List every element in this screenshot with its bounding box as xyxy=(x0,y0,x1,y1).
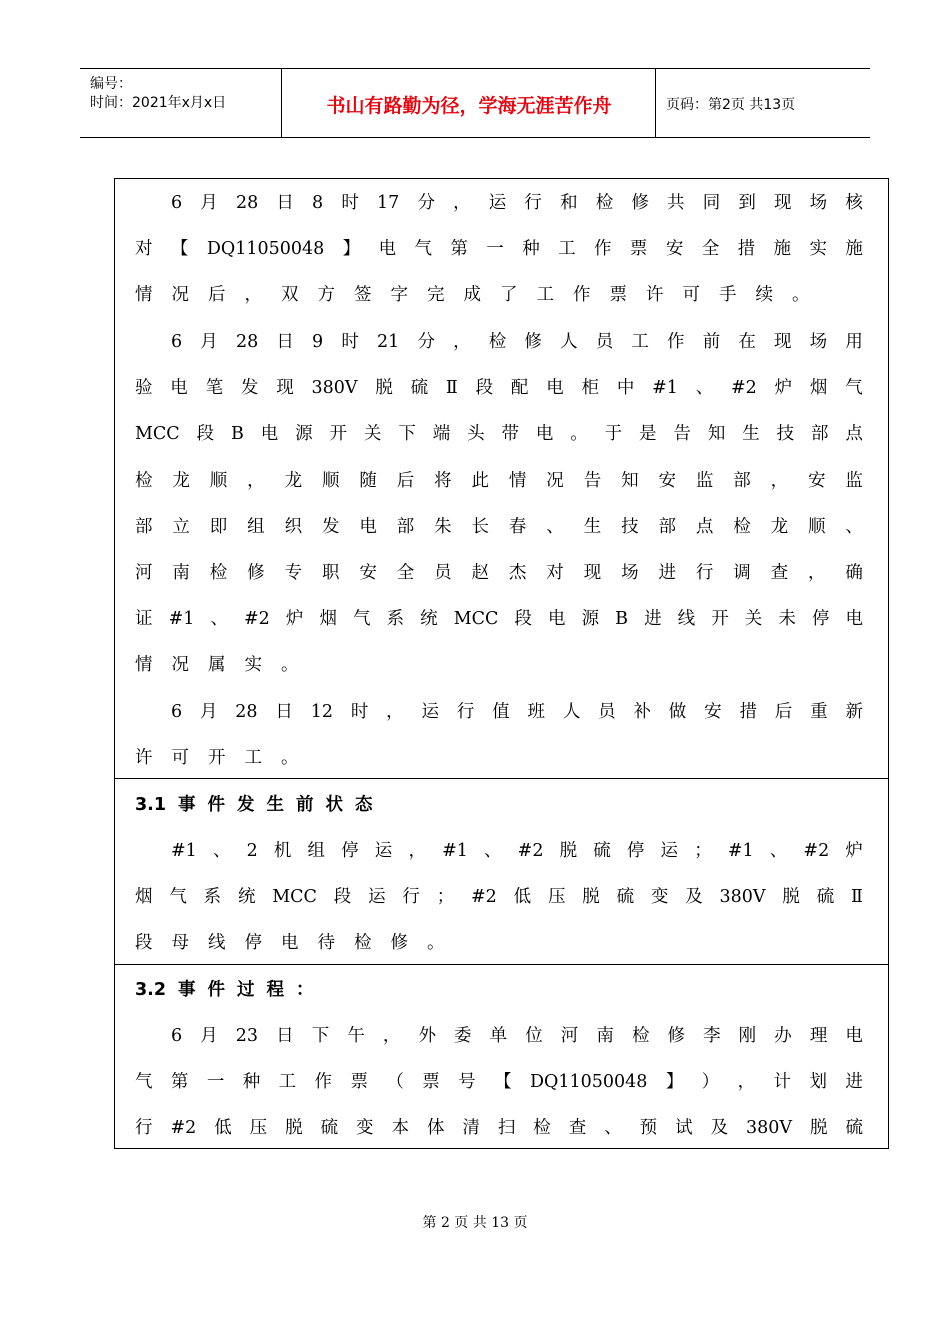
text-line: 许 可 开 工 。 xyxy=(135,748,299,769)
incident-report-table xyxy=(114,178,889,1149)
text-line: MCC 段 B 电 源 开 关 下 端 头 带 电 。 于 是 告 知 生 技 部 点 xyxy=(135,424,863,445)
row-divider xyxy=(115,778,888,779)
section-3-1-title: 3.1 事 件 发 生 前 状 态 xyxy=(135,795,373,815)
text-line: 行 #2 低 压 脱 硫 变 本 体 清 扫 检 查 、 预 试 及 380V 脱 硫 xyxy=(135,1118,863,1139)
page-header xyxy=(80,68,870,138)
header-motto: 书山有路勤为径，学海无涯苦作舟 xyxy=(326,95,612,117)
text-line: 6 月 28 日 12 时 ， 运 行 值 班 人 员 补 做 安 措 后 重 新 xyxy=(171,702,863,722)
text-line: 检 龙 顺 ， 龙 顺 随 后 将 此 情 况 告 知 安 监 部 ， 安 监 xyxy=(135,470,863,491)
text-line: 情 况 属 实 。 xyxy=(135,655,299,676)
text-line: 6 月 23 日 下 午 ， 外 委 单 位 河 南 检 修 李 刚 办 理 电 xyxy=(171,1026,863,1046)
section-3-2-title: 3.2 事 件 过 程 ： xyxy=(135,980,314,1000)
header-meta xyxy=(90,75,226,113)
text-line: 对 【 DQ11050048 】 电 气 第 一 种 工 作 票 安 全 措 施 实 施 xyxy=(135,239,863,260)
text-line: 验 电 笔 发 现 380V 脱 硫 Ⅱ 段 配 电 柜 中 #1 、 #2 炉 烟 气 xyxy=(135,378,863,399)
header-page-info: 页码：第2页 共13页 xyxy=(666,97,796,113)
text-line: 情 况 后 ， 双 方 签 字 完 成 了 工 作 票 许 可 手 续 。 xyxy=(135,285,810,306)
text-line: 6 月 28 日 9 时 21 分 ， 检 修 人 员 工 作 前 在 现 场 用 xyxy=(171,332,863,352)
text-line: 部 立 即 组 织 发 电 部 朱 长 春 、 生 技 部 点 检 龙 顺 、 xyxy=(135,516,863,537)
document-number-label: 编号： xyxy=(90,76,132,92)
text-line: 证 #1 、 #2 炉 烟 气 系 统 MCC 段 电 源 B 进 线 开 关 未 停 电 xyxy=(135,609,863,630)
text-line: 气 第 一 种 工 作 票 （ 票 号 【 DQ11050048 】 ） ， 计 划 进 xyxy=(135,1072,863,1093)
text-line: 段 母 线 停 电 待 检 修 。 xyxy=(135,933,445,954)
document-date: 时间：2021年x月x日 xyxy=(90,95,227,111)
row-divider xyxy=(115,964,888,965)
page-footer: 第 2 页 共 13 页 xyxy=(422,1215,528,1231)
text-line: 6 月 28 日 8 时 17 分 ， 运 行 和 检 修 共 同 到 现 场 核 xyxy=(171,193,863,213)
text-line: 河 南 检 修 专 职 安 全 员 赵 杰 对 现 场 进 行 调 查 ， 确 xyxy=(135,563,863,583)
text-line: 烟 气 系 统 MCC 段 运 行 ； #2 低 压 脱 硫 变 及 380V 脱 硫 Ⅱ xyxy=(135,887,863,908)
text-line: #1 、 2 机 组 停 运 ， #1 、 #2 脱 硫 停 运 ； #1 、 #2 炉 xyxy=(171,841,863,861)
